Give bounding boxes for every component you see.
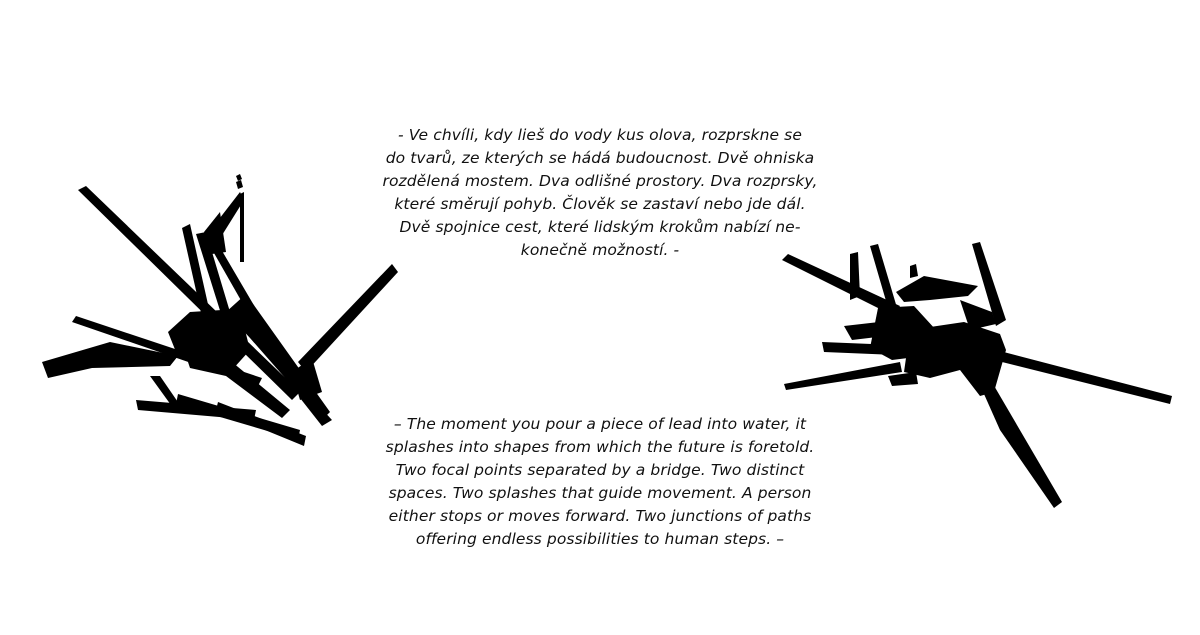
czech-text-line: - Ve chvíli, kdy lieš do vody kus olova, rozprskne se (398, 126, 802, 144)
english-text-block (300, 413, 900, 551)
czech-text-line: konečně možností. - (520, 241, 680, 259)
czech-text-line: rozdělená mostem. Dva odlišné prostory. Dva rozprsky, (382, 172, 818, 190)
english-text-line: offering endless possibilities to human steps. – (415, 530, 785, 548)
english-text-line: Two focal points separated by a bridge. Two distinct (395, 461, 805, 479)
english-text-line: either stops or moves forward. Two junctions of paths (388, 507, 812, 525)
czech-text-line: které směrují pohyb. Člověk se zastaví nebo jde dál. (394, 195, 806, 213)
english-text-line: – The moment you pour a piece of lead into water, it (393, 415, 807, 433)
czech-text-block (300, 124, 900, 262)
czech-text-line: Dvě spojnice cest, které lidským krokům nabízí ne- (399, 218, 801, 236)
english-text-line: spaces. Two splashes that guide movement. A person (388, 484, 812, 502)
english-text-line: splashes into shapes from which the future is foretold. (385, 438, 815, 456)
czech-text-line: do tvarů, ze kterých se hádá budoucnost. Dvě ohniska (385, 149, 815, 167)
